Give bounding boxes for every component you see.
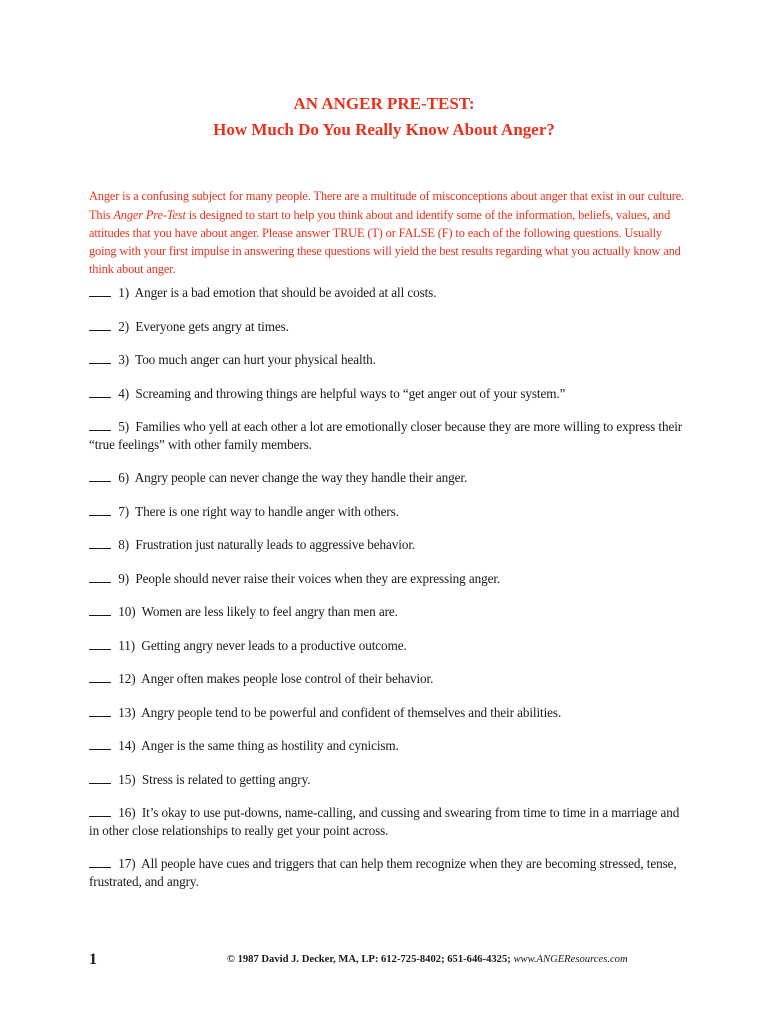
answer-blank[interactable]	[89, 386, 111, 398]
question-number: 4)	[118, 385, 129, 401]
question-number: 12)	[118, 671, 136, 686]
copyright-text: © 1987 David J. Decker, MA, LP: 612-725-8402; 651-646-4325;	[227, 954, 514, 965]
website-link[interactable]: www.ANGEResources.com	[513, 954, 628, 965]
question-text: Anger is a bad emotion that should be avoided at all costs.	[134, 285, 437, 300]
question-number: 9)	[118, 570, 129, 586]
answer-blank[interactable]	[89, 671, 111, 683]
intro-text-part1: Anger is a confusing subject for many people. There are a multitude of misconceptions about anger that exist in our culture. This	[89, 189, 685, 222]
question-number: 5)	[118, 419, 129, 434]
answer-blank[interactable]	[89, 319, 111, 331]
question-number: 7)	[118, 503, 129, 519]
question-item	[89, 855, 689, 890]
question-text: Women are less likely to feel angry than men are.	[141, 604, 398, 619]
question-text: There is one right way to handle anger with others.	[135, 503, 399, 519]
question-item	[89, 637, 689, 655]
question-text: Angry people can never change the way they handle their anger.	[134, 470, 468, 485]
intro-paragraph	[89, 187, 684, 278]
answer-blank[interactable]	[89, 805, 111, 817]
answer-blank[interactable]	[89, 738, 111, 750]
answer-blank[interactable]	[89, 470, 111, 482]
question-text: People should never raise their voices when they are expressing anger.	[135, 570, 501, 586]
intro-text-part2: is designed to start to help you think about and identify some of the information, beliefs, values, and attitudes that you have about anger. Please answer TRUE (T) or FALSE (F) to each of the following questions. Usually going with your first impulse in answering these questions will yield the best results regarding what you actually know and think about anger.	[89, 207, 681, 277]
question-item	[89, 704, 689, 722]
question-item	[89, 318, 689, 336]
question-text: Families who yell at each other a lot are emotionally closer because they are more willing to express their “true feelings” with other family members.	[89, 419, 683, 452]
answer-blank[interactable]	[89, 419, 111, 431]
question-number: 2)	[118, 318, 129, 334]
question-number: 13)	[118, 704, 136, 720]
question-text: It’s okay to use put-downs, name-calling, and cussing and swearing from time to time in a marriage and in other close relationships to really get your point across.	[89, 805, 680, 838]
question-item	[89, 385, 689, 403]
question-text: Too much anger can hurt your physical health.	[135, 352, 376, 367]
answer-blank[interactable]	[89, 856, 111, 868]
answer-blank[interactable]	[89, 352, 111, 364]
question-number: 1)	[118, 285, 129, 300]
answer-blank[interactable]	[89, 638, 111, 650]
question-number: 3)	[118, 352, 129, 367]
question-item	[89, 771, 689, 789]
question-number: 8)	[118, 537, 129, 552]
question-item	[89, 570, 689, 588]
copyright-line	[227, 954, 628, 965]
question-text: Everyone gets angry at times.	[135, 318, 289, 334]
answer-blank[interactable]	[89, 604, 111, 616]
question-number: 6)	[118, 470, 129, 485]
question-item	[89, 737, 689, 755]
question-item	[89, 503, 689, 521]
document-subtitle: How Much Do You Really Know About Anger?	[213, 120, 555, 139]
question-text: All people have cues and triggers that can help them recognize when they are becoming stressed, tense, frustrated, and angry.	[89, 856, 677, 889]
question-number: 16)	[118, 805, 136, 820]
question-item	[89, 536, 689, 554]
question-text: Anger is the same thing as hostility and cynicism.	[141, 738, 399, 753]
question-item	[89, 351, 689, 369]
answer-blank[interactable]	[89, 537, 111, 549]
question-list	[89, 284, 689, 906]
question-number: 14)	[118, 738, 136, 753]
question-number: 11)	[118, 637, 135, 653]
question-number: 15)	[118, 771, 136, 787]
question-text: Angry people tend to be powerful and confident of themselves and their abilities.	[141, 704, 562, 720]
question-text: Anger often makes people lose control of their behavior.	[141, 671, 434, 686]
question-item	[89, 418, 689, 453]
document-title: AN ANGER PRE-TEST:	[293, 94, 475, 113]
question-item	[89, 469, 689, 487]
answer-blank[interactable]	[89, 504, 111, 516]
answer-blank[interactable]	[89, 571, 111, 583]
question-text: Getting angry never leads to a productive outcome.	[141, 637, 407, 653]
question-number: 10)	[118, 604, 136, 619]
question-item	[89, 284, 689, 302]
question-text: Screaming and throwing things are helpful ways to “get anger out of your system.”	[135, 385, 566, 401]
question-number: 17)	[118, 856, 136, 871]
question-text: Stress is related to getting angry.	[141, 771, 311, 787]
page-footer	[89, 951, 689, 971]
question-item	[89, 670, 689, 688]
question-item	[89, 804, 689, 839]
question-text: Frustration just naturally leads to aggressive behavior.	[135, 537, 416, 552]
answer-blank[interactable]	[89, 705, 111, 717]
intro-text-italic: Anger Pre-Test	[113, 207, 186, 222]
answer-blank[interactable]	[89, 285, 111, 297]
question-item	[89, 603, 689, 621]
page-number: 1	[89, 951, 97, 968]
answer-blank[interactable]	[89, 772, 111, 784]
